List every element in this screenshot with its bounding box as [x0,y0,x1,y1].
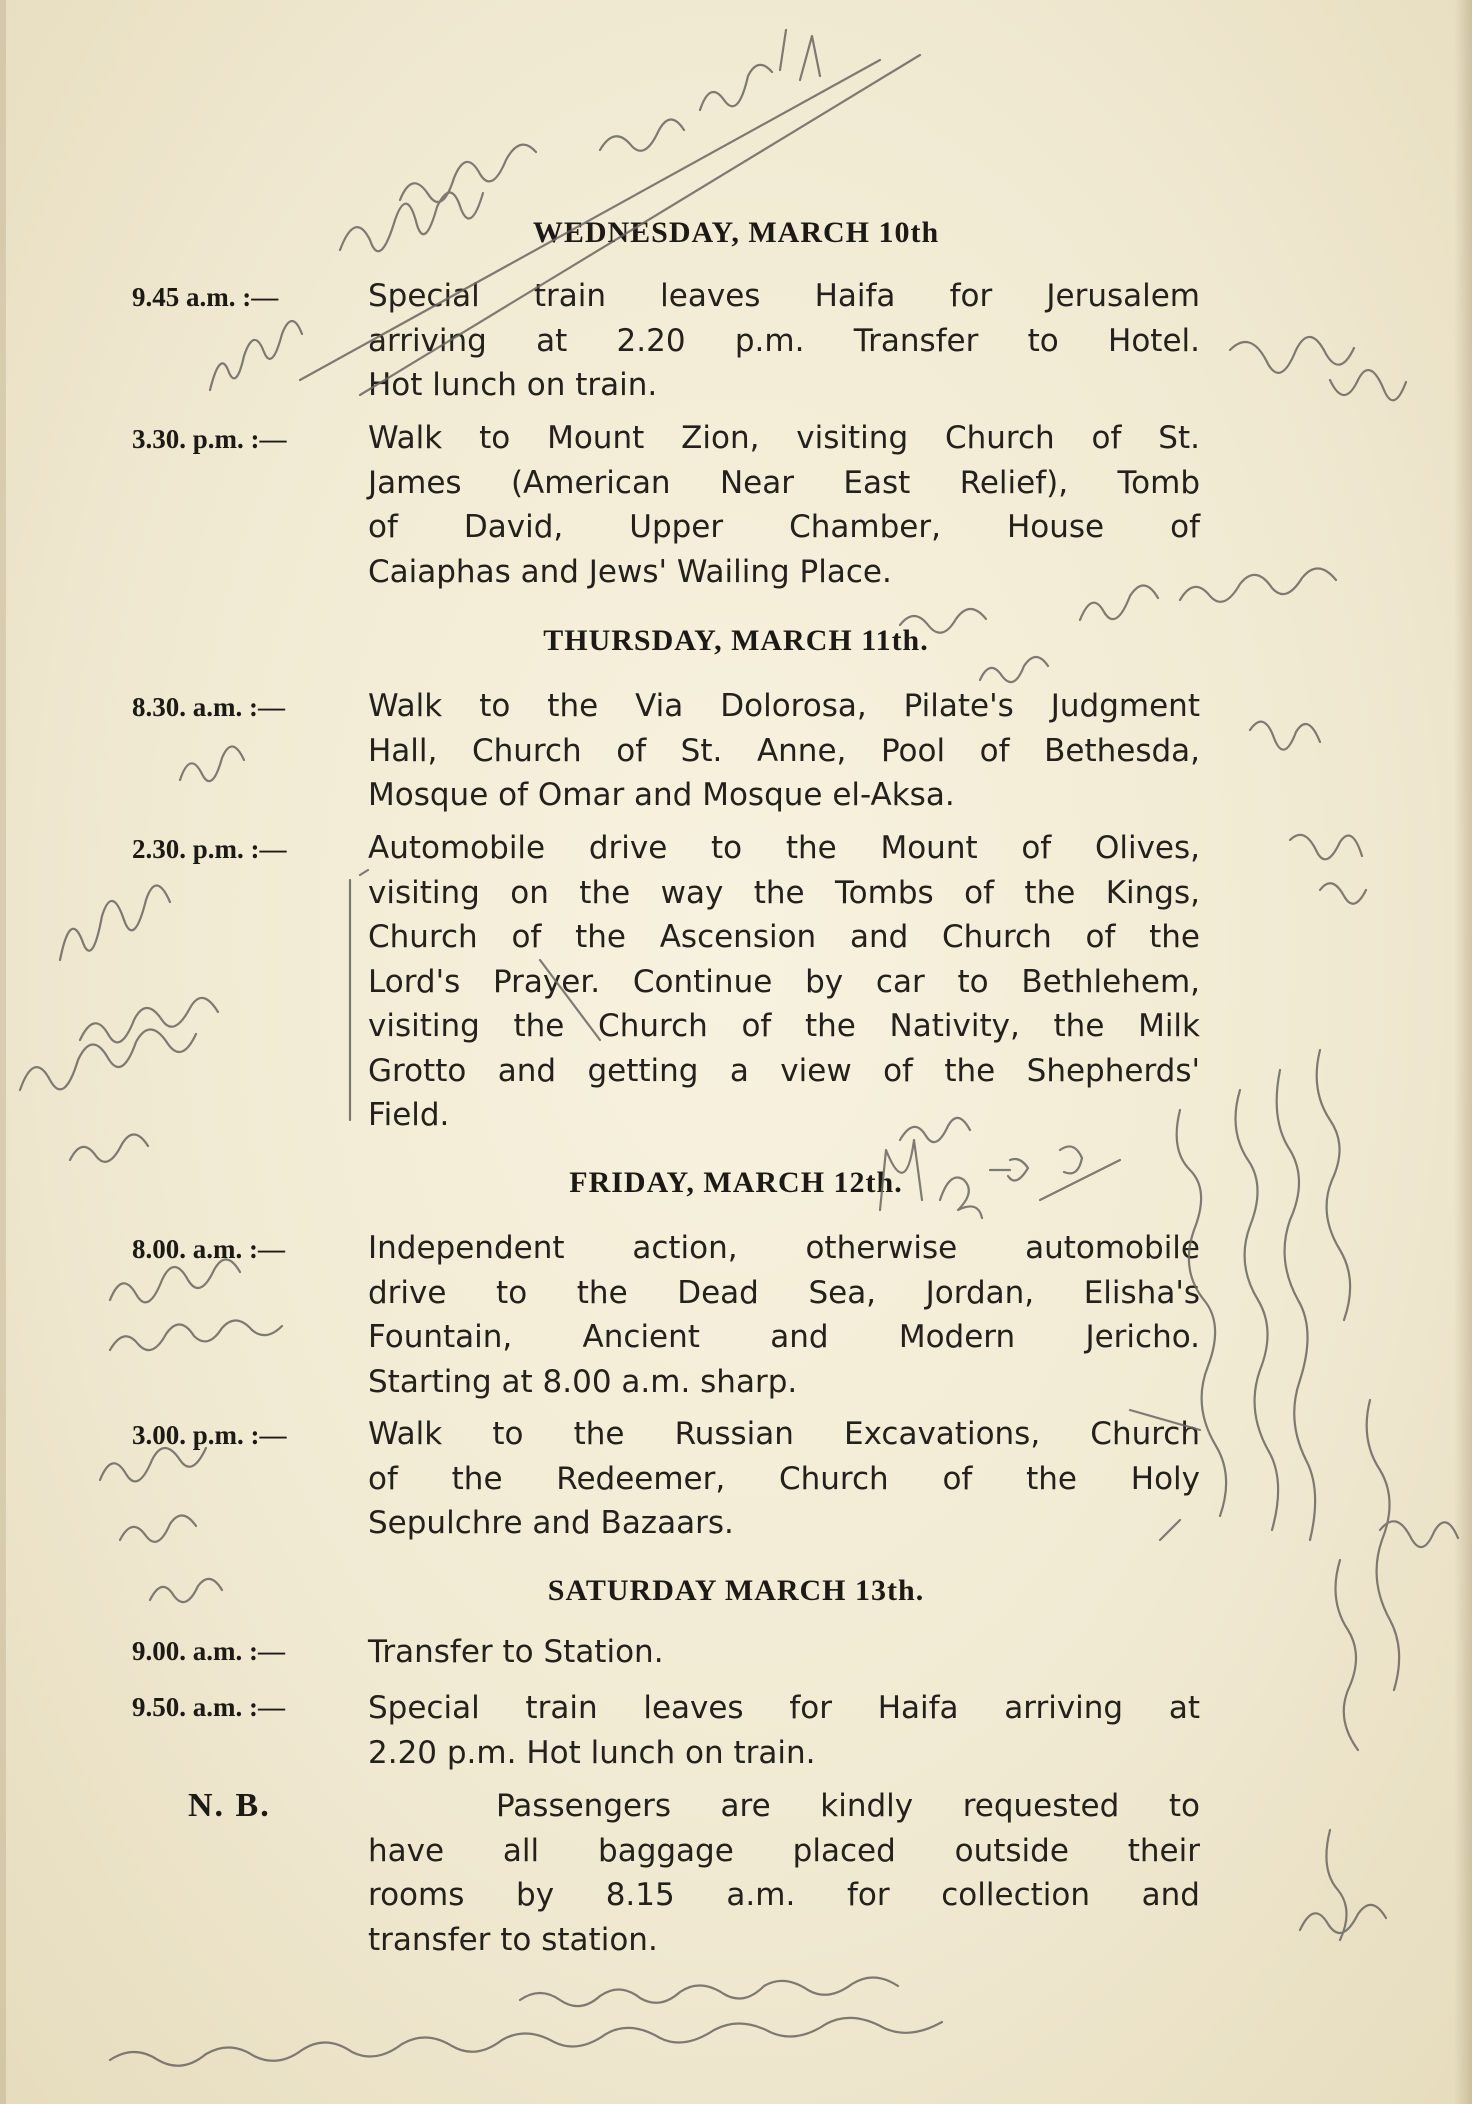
pencil-scribble [150,1579,222,1602]
time-label: 3.30. p.m. :— [132,424,287,454]
entry-line: have all baggage placed outside their [368,1832,1200,1869]
entry-line: Field. [368,1097,450,1133]
time-label: 9.45 a.m. :— [132,282,279,312]
entry-line: transfer to station. [368,1921,658,1958]
entry-line: Transfer to Station. [368,1634,664,1670]
entry-line: Lord's Prayer. Continue by car to Bethlehem, [368,963,1200,1000]
entry-line: Special train leaves Haifa for Jerusalem [368,278,1200,314]
pencil-scribble [1236,1090,1279,1530]
entry-line: of the Redeemer, Church of the Holy [368,1460,1200,1497]
pencil-stroke [300,60,880,380]
entry-line: Starting at 8.00 a.m. sharp. [368,1363,798,1400]
pencil-scribble [210,321,302,390]
day-heading-friday: FRIDAY, MARCH 12th. [569,1166,903,1199]
entry-line: visiting the Church of the Nativity, the Milk [368,1008,1200,1044]
pencil-scribble [110,1320,282,1350]
time-label: 9.50. a.m. :— [132,1692,285,1722]
entry-line: Caiaphas and Jews' Wailing Place. [368,553,892,590]
pencil-scribble [110,1259,240,1302]
entry-line: Walk to the Russian Excavations, Church [368,1416,1200,1452]
pencil-scribble [1367,1400,1399,1690]
pencil-scribble [340,192,483,251]
entry-line: of David, Upper Chamber, House of [368,509,1200,545]
pencil-scribble [70,1134,148,1161]
pencil-scribble [1277,1070,1315,1540]
time-label: 8.30. a.m. :— [132,692,285,722]
pencil-stroke [1130,1410,1200,1540]
pencil-scribble [980,657,1048,682]
pencil-scribble [1380,1521,1458,1547]
day-heading-thursday: THURSDAY, MARCH 11th. [543,624,929,657]
entry-line: 2.20 p.m. Hot lunch on train. [368,1734,816,1771]
entry-line: Grotto and getting a view of the Shepherds' [368,1052,1200,1089]
nb-label: N. B. [188,1787,271,1824]
entry-line: arriving at 2.20 p.m. Transfer to Hotel. [368,322,1200,359]
entry-line: Independent action, otherwise automobile [368,1230,1200,1266]
pencil-scribble [780,30,820,80]
entry-line: Passengers are kindly requested to [496,1788,1200,1824]
pencil-scribble [60,885,170,960]
pencil-scribble [80,998,218,1042]
entry-line: visiting on the way the Tombs of the Kings, [368,874,1200,911]
entry-line: rooms by 8.15 a.m. for collection and [368,1877,1200,1913]
pencil-scribble [180,746,244,781]
entry-line: Walk to the Via Dolorosa, Pilate's Judgment [368,688,1200,724]
pencil-scribble [1300,1830,1386,1940]
time-label: 9.00. a.m. :— [132,1636,285,1666]
entry-line: Sepulchre and Bazaars. [368,1505,734,1541]
pencil-scribble [1336,1560,1359,1750]
entry-line: Hot lunch on train. [368,367,658,403]
entry-line: Automobile drive to the Mount of Olives, [368,830,1200,866]
pencil-scribble [100,1448,206,1481]
pencil-scribble [400,145,536,202]
entry-line: James (American Near East Relief), Tomb [368,464,1200,501]
pencil-scribble [520,1977,898,2006]
pencil-scribble [110,2018,942,2066]
pencil-scribble [880,1140,1082,1218]
entry-line: drive to the Dead Sea, Jordan, Elisha's [368,1274,1200,1311]
entry-line: Special train leaves for Haifa arriving at [368,1690,1200,1726]
day-heading-wednesday: WEDNESDAY, MARCH 10th [532,216,940,249]
pencil-scribble [600,65,772,151]
time-label: 8.00. a.m. :— [132,1234,285,1264]
pencil-scribble [1317,1050,1350,1320]
pencil-stroke [360,55,920,395]
entry-line: Hall, Church of St. Anne, Pool of Bethesda, [368,732,1200,769]
pencil-scribble [20,1029,196,1090]
pencil-stroke [350,870,368,1120]
pencil-scribble [1230,337,1406,400]
time-label: 3.00. p.m. :— [132,1420,287,1450]
time-label: 2.30. p.m. :— [132,834,287,864]
pencil-scribble [900,1118,970,1142]
pencil-scribble [1177,1110,1226,1516]
entry-line: Fountain, Ancient and Modern Jericho. [368,1319,1200,1355]
day-heading-saturday: SATURDAY MARCH 13th. [547,1574,925,1607]
entry-line: Church of the Ascension and Church of the [368,919,1200,955]
pencil-stroke [540,960,600,1040]
pencil-scribble [120,1515,196,1541]
pencil-scribble [900,568,1336,632]
entry-line: Walk to Mount Zion, visiting Church of St. [368,420,1200,456]
entry-line: Mosque of Omar and Mosque el-Aksa. [368,777,955,813]
pencil-scribble [1250,722,1366,904]
